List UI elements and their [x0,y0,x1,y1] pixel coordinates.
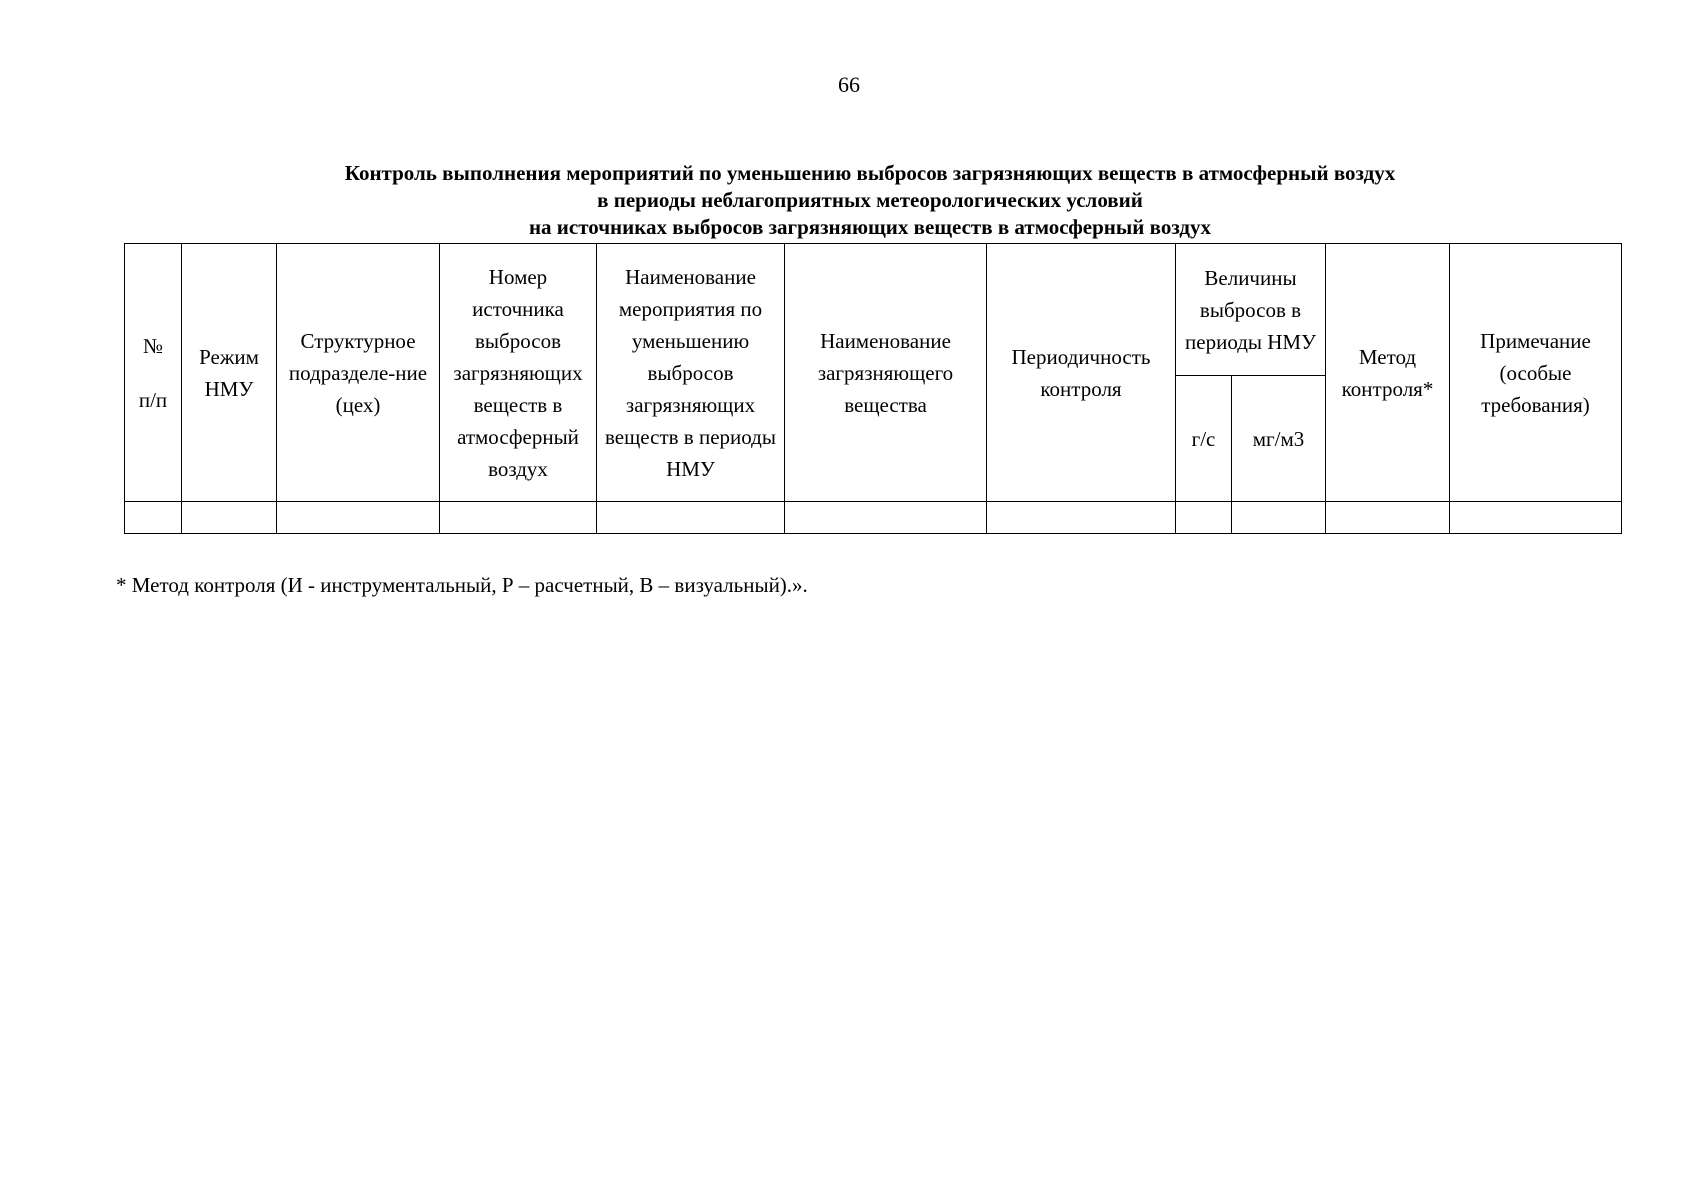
header-pollutant-name: Наименование загрязняющего вещества [785,244,987,502]
table-cell [125,502,182,534]
header-emission-values: Величины выбросов в периоды НМУ [1176,244,1326,376]
table-cell [597,502,785,534]
footnote: * Метод контроля (И - инструментальный, Р – расчетный, В – визуальный).». [116,573,808,597]
header-division: Структурное подразделе-ние (цех) [277,244,440,502]
header-unit-gs: г/с [1176,376,1232,502]
header-note: Примечание (особые требования) [1450,244,1622,502]
title-line-3: на источниках выбросов загрязняющих веществ в атмосферный воздух [528,215,1212,239]
header-unit-mgm3: мг/м3 [1232,376,1326,502]
header-number-sign: № [142,333,164,358]
control-table [124,243,1622,534]
table-cell [1176,502,1232,534]
table-cell [277,502,440,534]
header-measure-name: Наименование мероприятия по уменьшению выбросов загрязняющих веществ в периоды НМУ [597,244,785,502]
table-row [125,502,1622,534]
header-periodicity: Периодичность контроля [987,244,1176,502]
header-source-number: Номер источника выбросов загрязняющих веществ в атмосферный воздух [440,244,597,502]
table-cell [1232,502,1326,534]
header-number-pp: п/п [138,387,168,412]
header-method: Метод контроля* [1326,244,1450,502]
table-cell [987,502,1176,534]
header-mode: Режим НМУ [182,244,277,502]
title-line-1: Контроль выполнения мероприятий по уменьшению выбросов загрязняющих веществ в атмосферный воздух [344,161,1396,185]
header-number [125,244,182,502]
table-cell [1326,502,1450,534]
table-cell [1450,502,1622,534]
table-cell [785,502,987,534]
table-cell [182,502,277,534]
document-title [0,160,1698,241]
table-cell [440,502,597,534]
page-number: 66 [838,72,860,97]
title-line-2: в периоды неблагоприятных метеорологических условий [597,188,1143,212]
